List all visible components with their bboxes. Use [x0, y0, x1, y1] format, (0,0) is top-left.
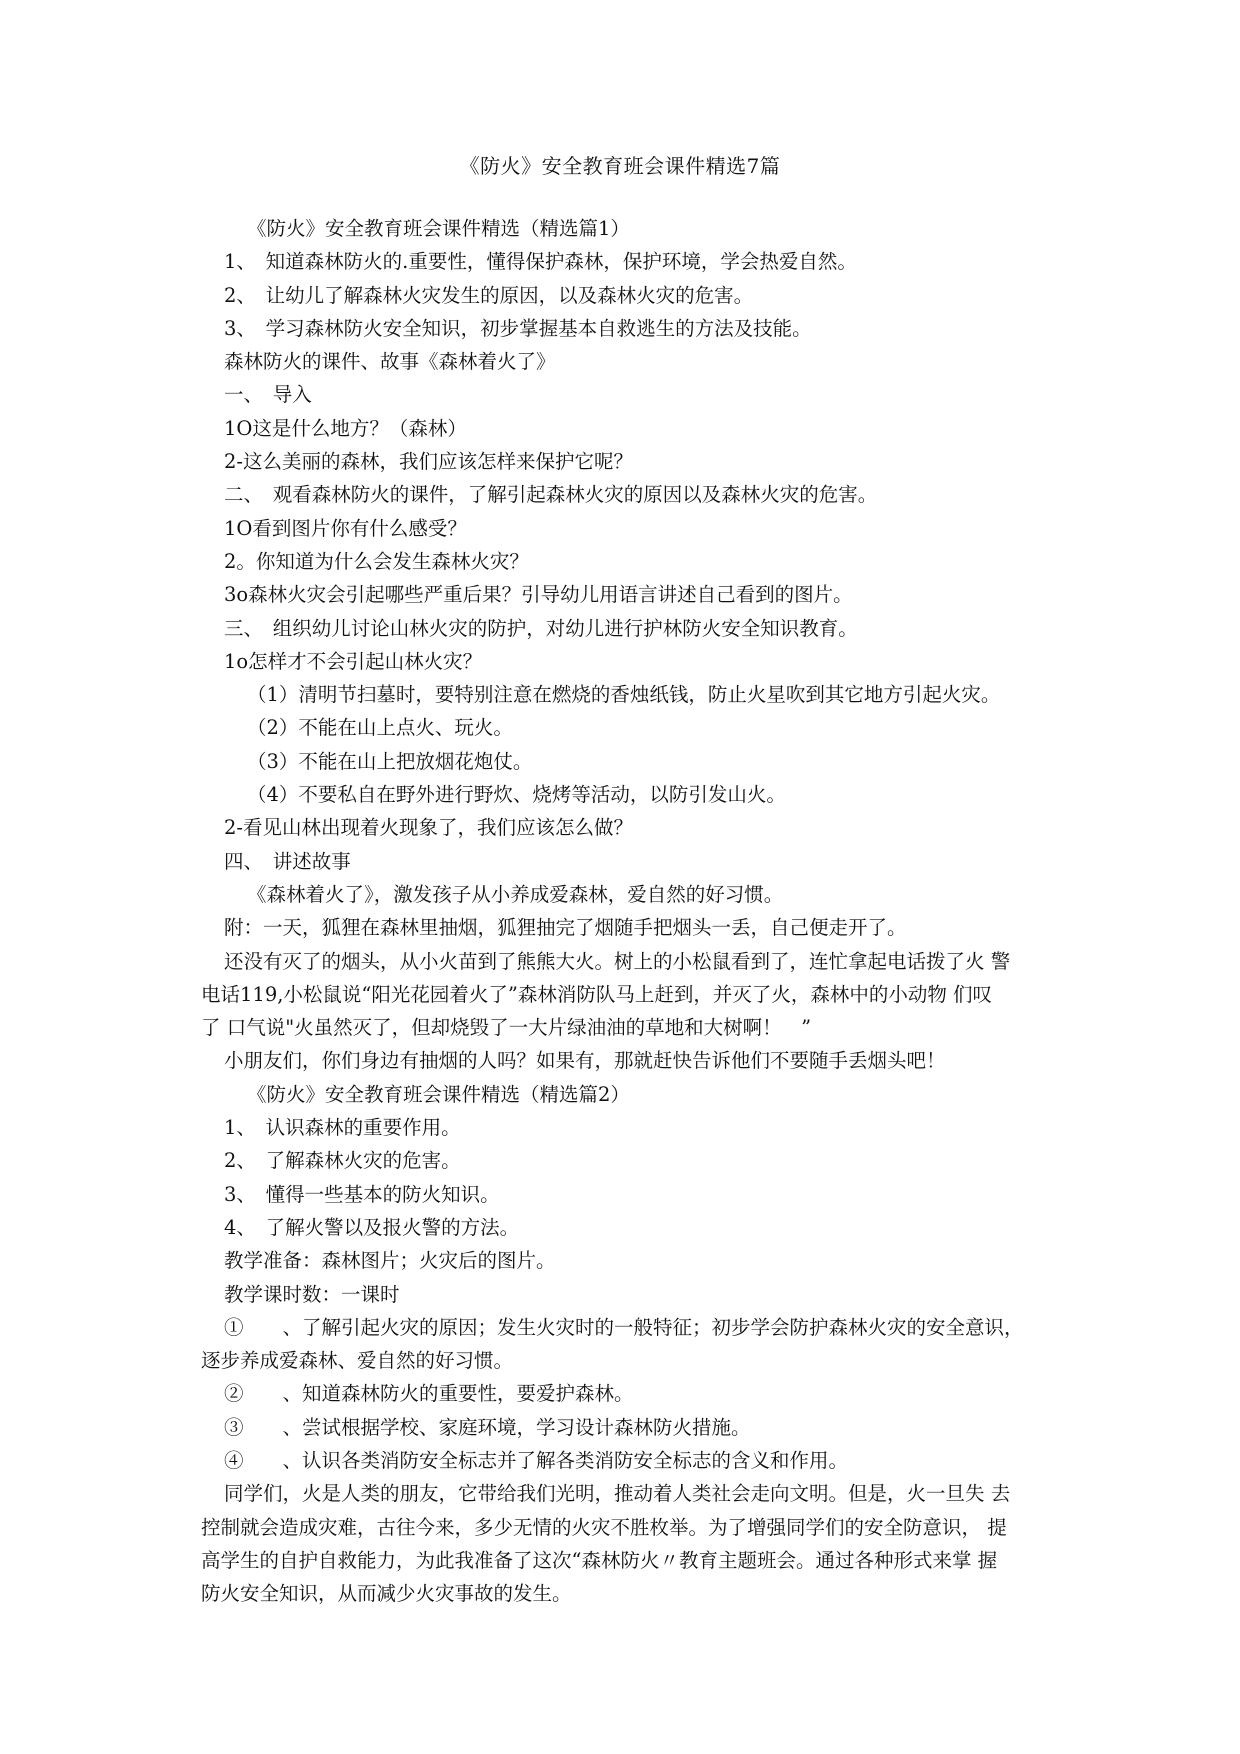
paragraph-line: 控制就会造成灾难，古往今来，多少无情的火灾不胜枚举。为了增强同学们的安全防意识， 提 [201, 1515, 1007, 1539]
list-item: 4、 了解火警以及报火警的方法。 [224, 1215, 520, 1239]
subheading: 二、 观看森林防火的课件，了解引起森林火灾的原因以及森林火灾的危害。 [224, 483, 878, 507]
paragraph-line: 高学生的自护自救能力，为此我准备了这次“森林防火〃教育主题班会。通过各种形式来掌 握 [201, 1548, 998, 1572]
subheading: 一、 导入 [224, 383, 312, 407]
objective-item: ③ 、尝试根据学校、家庭环境，学习设计森林防火措施。 [224, 1415, 751, 1439]
objective-item: ① 、了解引起火灾的原因；发生火灾时的一般特征；初步学会防护森林火灾的安全意识， [224, 1315, 1024, 1339]
objective-item: ② 、知道森林防火的重要性，要爱护森林。 [224, 1382, 634, 1406]
paragraph-line: 3o森林火灾会引起哪些严重后果？引导幼儿用语言讲述自己看到的图片。 [224, 583, 853, 607]
objective-item-continued: 逐步养成爱森林、爱自然的好习惯。 [201, 1349, 514, 1373]
paragraph-line: 2-看见山林出现着火现象了，我们应该怎么做？ [224, 816, 633, 840]
subheading: 三、 组织幼儿讨论山林火灾的防护，对幼儿进行护林防火安全知识教育。 [224, 616, 858, 640]
paragraph-line: 小朋友们，你们身边有抽烟的人吗？如果有，那就赶快告诉他们不要随手丢烟头吧！ [224, 1049, 946, 1073]
paragraph-line: 同学们，火是人类的朋友，它带给我们光明，推动着人类社会走向文明。但是，火一旦失 去 [224, 1482, 1011, 1506]
list-item: 3、 懂得一些基本的防火知识。 [224, 1182, 500, 1206]
paragraph-line: 1o怎样才不会引起山林火灾？ [224, 649, 483, 673]
paragraph-line: 还没有灭了的烟头，从小火苗到了熊熊大火。树上的小松鼠看到了，连忙拿起电话拨了火 警 [224, 949, 1011, 973]
list-item: 1、 认识森林的重要作用。 [224, 1116, 461, 1140]
list-item: 2、 让幼儿了解森林火灾发生的原因，以及森林火灾的危害。 [224, 283, 754, 307]
document-body [201, 212, 1063, 1610]
section-heading-1: 《防火》安全教育班会课件精选（精选篇1） [247, 217, 630, 240]
paragraph-line: 森林防火的课件、故事《森林着火了》 [224, 350, 556, 374]
paragraph-line: 《森林着火了》，激发孩子从小养成爱森林，爱自然的好习惯。 [247, 882, 784, 906]
paragraph-line: 电话119,小松鼠说“阳光花园着火了”森林消防队马上赶到，并灭了火，森林中的小动物 们叹 [201, 982, 993, 1006]
paragraph-line: 附：一天，狐狸在森林里抽烟，狐狸抽完了烟随手把烟头一丢，自己便走开了。 [224, 916, 907, 940]
paragraph-line: 防火安全知识，从而减少火灾事故的发生。 [201, 1582, 572, 1606]
list-item: （3）不能在山上把放烟花炮仗。 [247, 749, 533, 773]
list-item: （1）清明节扫墓时，要特别注意在燃烧的香烛纸钱，防止火星吹到其它地方引起火灾。 [247, 683, 1001, 707]
list-item: 3、 学习森林防火安全知识，初步掌握基本自救逃生的方法及技能。 [224, 316, 812, 340]
document-title: 《防火》安全教育班会课件精选7篇 [459, 154, 781, 178]
paragraph-line: 2。你知道为什么会发生森林火灾？ [224, 549, 529, 573]
paragraph-line: 1O看到图片你有什么感受？ [224, 516, 467, 540]
paragraph-line: 1O这是什么地方？（森林） [224, 416, 467, 440]
section-heading-2: 《防火》安全教育班会课件精选（精选篇2） [247, 1082, 630, 1106]
paragraph-line: 教学准备：森林图片；火灾后的图片。 [224, 1249, 556, 1273]
paragraph-line: 了 口气说"火虽然灭了，但却烧毁了一大片绿油油的草地和大树啊！ ” [201, 1016, 812, 1040]
paragraph-line: 2-这么美丽的森林，我们应该怎样来保护它呢？ [224, 450, 633, 474]
list-item: （2）不能在山上点火、玩火。 [247, 716, 513, 740]
list-item: 2、 了解森林火灾的危害。 [224, 1149, 461, 1173]
objective-item: ④ 、认识各类消防安全标志并了解各类消防安全标志的含义和作用。 [224, 1448, 849, 1472]
list-item: 1、 知道森林防火的.重要性，懂得保护森林，保护环境，学会热爱自然。 [224, 250, 857, 274]
paragraph-line: 教学课时数：一课时 [224, 1282, 400, 1306]
list-item: （4）不要私自在野外进行野炊、烧烤等活动，以防引发山火。 [247, 783, 786, 807]
subheading: 四、 讲述故事 [224, 849, 351, 873]
